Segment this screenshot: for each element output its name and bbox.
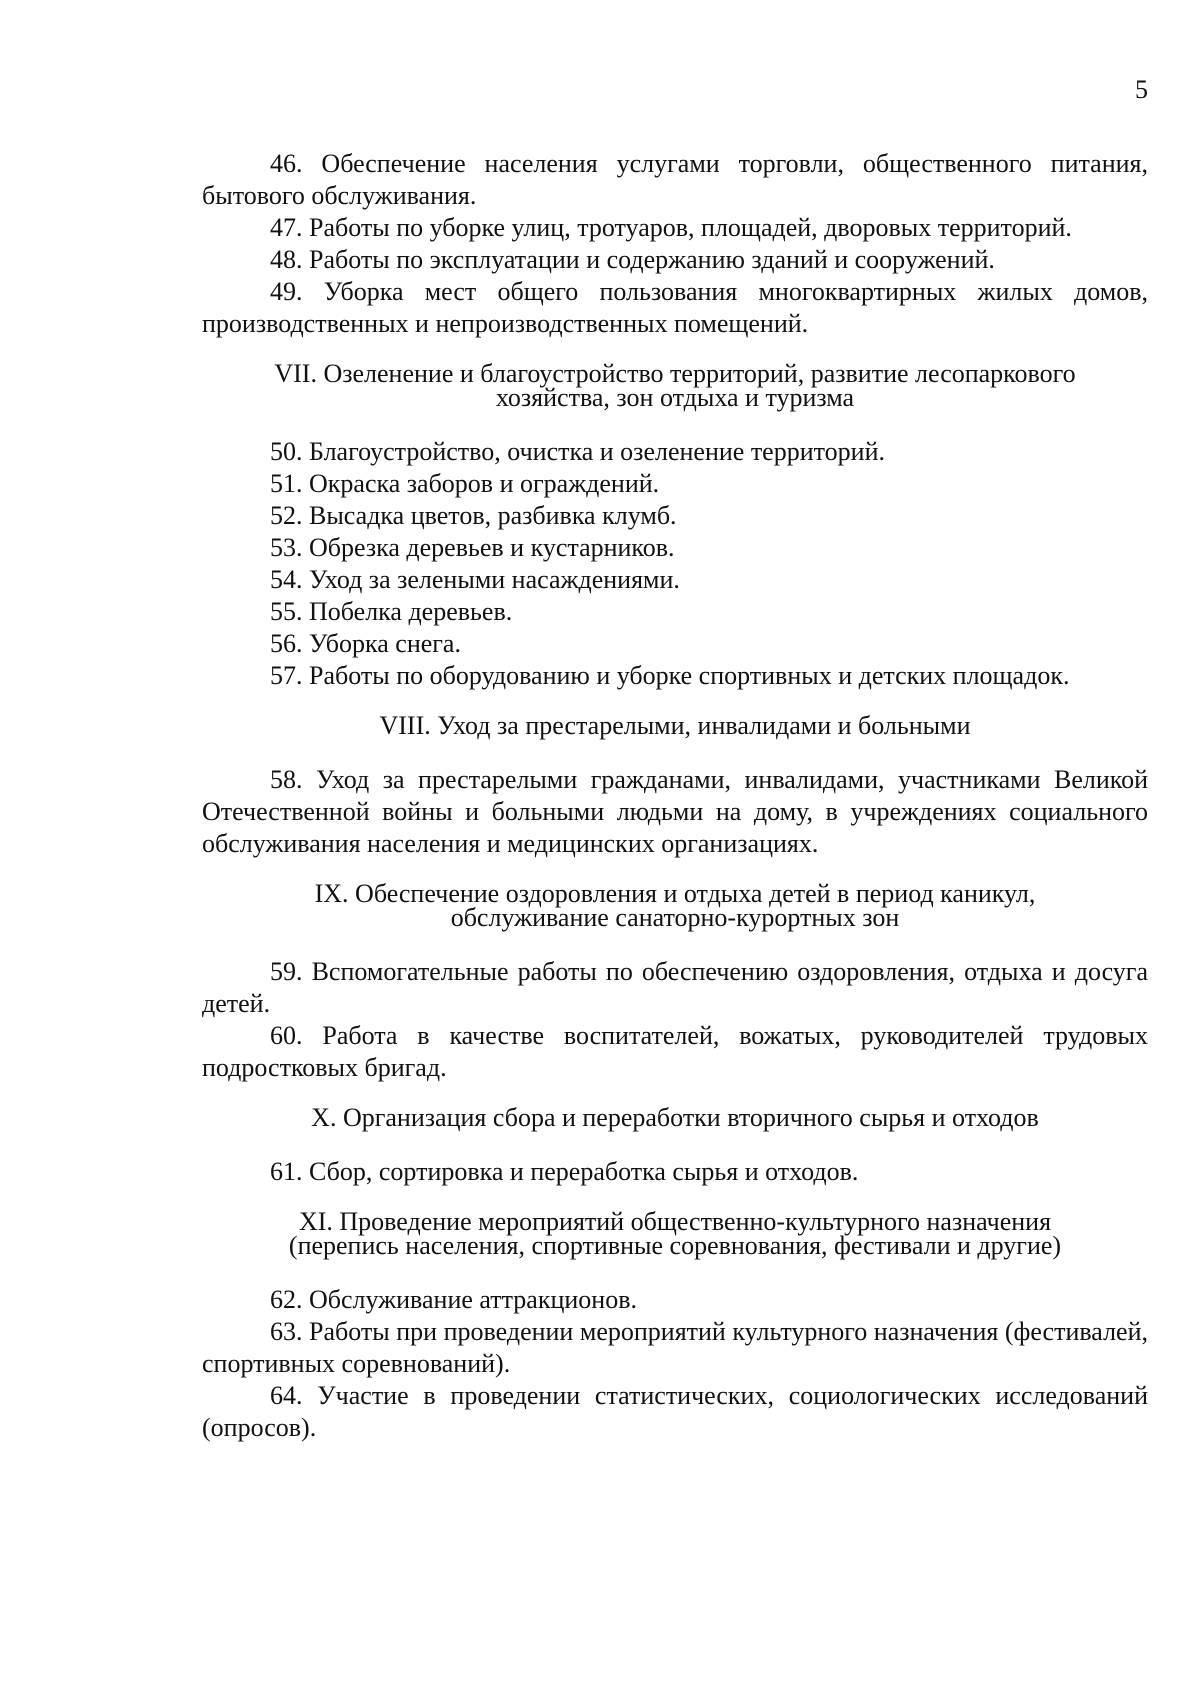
list-item-57: 57. Работы по оборудованию и уборке спортивных и детских площадок. bbox=[270, 661, 1070, 690]
list-item-62: 62. Обслуживание аттракционов. bbox=[270, 1285, 637, 1314]
section-heading-ix bbox=[202, 879, 1148, 932]
section-heading-line: хозяйства, зон отдыха и туризма bbox=[495, 383, 855, 412]
section-heading-x bbox=[202, 1103, 1148, 1132]
page-number: 5 bbox=[1135, 75, 1148, 104]
list-item-48: 48. Работы по эксплуатации и содержанию зданий и сооружений. bbox=[270, 245, 995, 274]
section-heading-line: IX. Обеспечение оздоровления и отдыха детей в период каникул, bbox=[314, 879, 1036, 908]
list-item-51: 51. Окраска заборов и ограждений. bbox=[270, 469, 660, 498]
list-item-60: 60. Работа в качестве воспитателей, вожатых, руководителей трудовых подростковых бригад. bbox=[202, 1021, 1148, 1082]
list-item-61: 61. Сбор, сортировка и переработка сырья и отходов. bbox=[270, 1157, 859, 1186]
list-item-56: 56. Уборка снега. bbox=[270, 629, 461, 658]
document-body bbox=[202, 148, 1148, 1444]
list-item-63: 63. Работы при проведении мероприятий культурного назначения (фестивалей, спортивных соревнований). bbox=[202, 1317, 1148, 1378]
list-item-54: 54. Уход за зелеными насаждениями. bbox=[270, 565, 680, 594]
section-heading-line: VIII. Уход за престарелыми, инвалидами и больными bbox=[379, 711, 971, 740]
list-item-46: 46. Обеспечение населения услугами торговли, общественного питания, бытового обслуживания. bbox=[202, 149, 1148, 210]
list-item-53: 53. Обрезка деревьев и кустарников. bbox=[270, 533, 675, 562]
section-heading-line: XI. Проведение мероприятий общественно-культурного назначения bbox=[298, 1207, 1052, 1236]
section-heading-line: (перепись населения, спортивные соревнования, фестивали и другие) bbox=[288, 1231, 1062, 1260]
list-item-52: 52. Высадка цветов, разбивка клумб. bbox=[270, 501, 677, 530]
list-item-49: 49. Уборка мест общего пользования многоквартирных жилых домов, производственных и непроизводственных помещений. bbox=[202, 277, 1148, 338]
list-item-55: 55. Побелка деревьев. bbox=[270, 597, 513, 626]
list-item-58: 58. Уход за престарелыми гражданами, инвалидами, участниками Великой Отечественной войны и больными людьми на дому, в учреждениях социального обслуживания населения и медицинских организациях. bbox=[202, 765, 1148, 858]
section-heading-viii bbox=[202, 711, 1148, 740]
list-item-47: 47. Работы по уборке улиц, тротуаров, площадей, дворовых территорий. bbox=[270, 213, 1072, 242]
list-item-59: 59. Вспомогательные работы по обеспечению оздоровления, отдыха и досуга детей. bbox=[202, 957, 1148, 1018]
section-heading-line: обслуживание санаторно-курортных зон bbox=[450, 903, 900, 932]
list-item-64: 64. Участие в проведении статистических, социологических исследований (опросов). bbox=[202, 1381, 1148, 1442]
section-heading-line: VII. Озеленение и благоустройство территорий, развитие лесопаркового bbox=[274, 359, 1076, 388]
section-heading-vii bbox=[202, 359, 1148, 412]
section-heading-xi bbox=[202, 1207, 1148, 1260]
section-heading-line: X. Организация сбора и переработки вторичного сырья и отходов bbox=[311, 1103, 1039, 1132]
list-item-50: 50. Благоустройство, очистка и озеленение территорий. bbox=[270, 437, 885, 466]
